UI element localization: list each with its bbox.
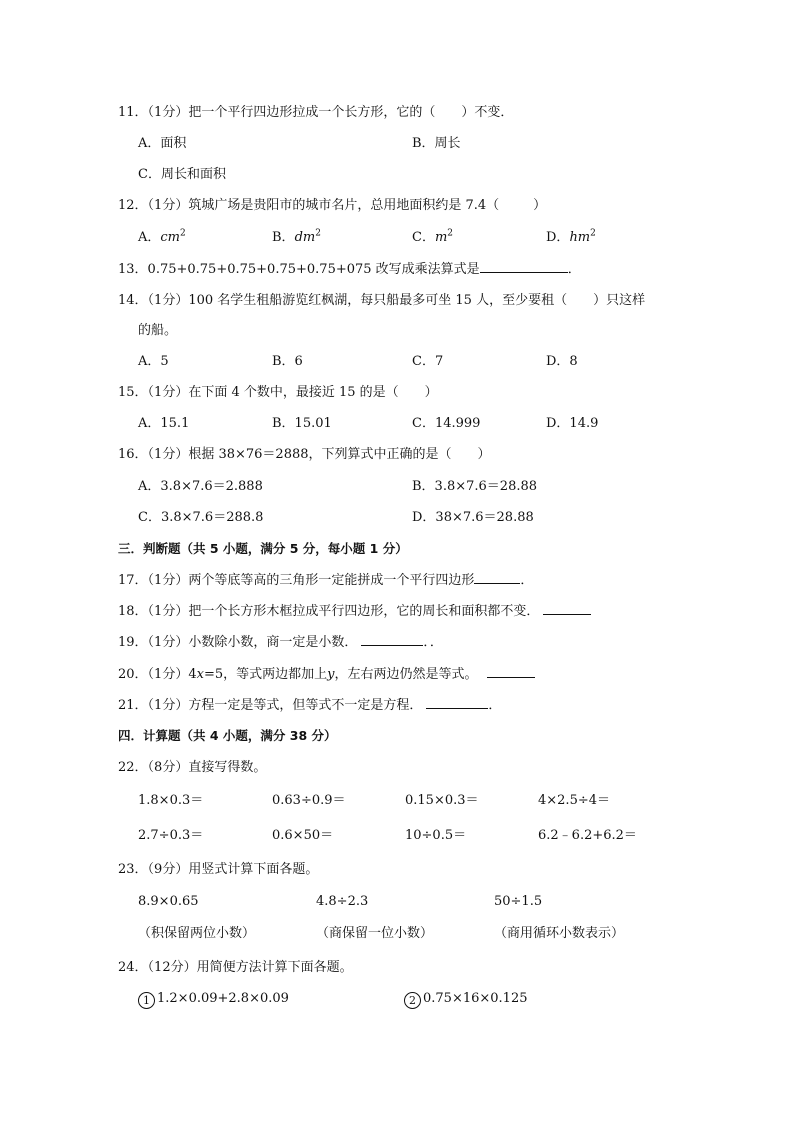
q23-stem: 23．（9分）用竖式计算下面各题。 xyxy=(118,862,319,877)
q12-option-c xyxy=(412,229,453,247)
q14-option-b: B．6 xyxy=(272,354,303,369)
q23-note: （商用循环小数表示） xyxy=(494,926,625,941)
q24-expr: 0.75×16×0.125 xyxy=(423,991,528,1006)
answer-blank[interactable] xyxy=(426,696,488,709)
q17-end: ． xyxy=(520,573,534,588)
q12-option-d xyxy=(546,229,596,247)
answer-blank[interactable] xyxy=(474,571,520,584)
exponent: 2 xyxy=(590,228,596,239)
q20-pre: 20．（1分）4 xyxy=(118,667,197,682)
q21-end: ． xyxy=(488,698,502,713)
q15-option-d: D．14.9 xyxy=(546,416,599,431)
q24-item-2 xyxy=(404,990,528,1009)
q22-item: 4×2.5÷4＝ xyxy=(538,793,611,808)
q18-text: 18．（1分）把一个长方形木框拉成平行四边形，它的周长和面积都不变． xyxy=(118,604,540,619)
exponent: 2 xyxy=(315,228,321,239)
q22-stem: 22．（8分）直接写得数。 xyxy=(118,760,267,775)
q13-end: ． xyxy=(567,262,581,277)
q16-option-c: C．3.8×7.6＝288.8 xyxy=(138,510,264,525)
q22-item: 1.8×0.3＝ xyxy=(138,793,204,808)
unit-m: m xyxy=(434,230,448,245)
q11-option-c: C．周长和面积 xyxy=(138,167,226,182)
q21-stem xyxy=(118,696,501,715)
q23-item: 8.9×0.65 xyxy=(138,894,199,909)
circled-number: 1 xyxy=(138,992,155,1009)
circled-number: 2 xyxy=(404,992,421,1009)
q13-stem xyxy=(118,260,581,279)
q12-stem-close: ） xyxy=(533,198,547,213)
answer-blank[interactable] xyxy=(480,260,568,273)
unit-cm: cm xyxy=(160,230,180,245)
q22-item: 0.63÷0.9＝ xyxy=(272,793,346,808)
exponent: 2 xyxy=(180,228,186,239)
answer-blank[interactable] xyxy=(361,633,423,646)
q22-item: 0.6×50＝ xyxy=(272,828,334,843)
q14-option-d: D．8 xyxy=(546,354,578,369)
q14-stem: 14．（1分）100 名学生租船游览红枫湖，每只船最多可坐 15 人，至少要租（ ）只这样 xyxy=(118,293,646,308)
q23-item: 4.8÷2.3 xyxy=(316,894,369,909)
q15-option-a: A．15.1 xyxy=(138,416,190,431)
q12-option-a xyxy=(138,229,186,247)
q23-item: 50÷1.5 xyxy=(494,894,543,909)
q22-item: 0.15×0.3＝ xyxy=(405,793,479,808)
var-x: x xyxy=(196,667,204,682)
option-label: B． xyxy=(272,230,295,245)
section-4-heading: 四．计算题（共 4 小题，满分 38 分） xyxy=(118,728,337,743)
answer-blank[interactable] xyxy=(543,602,591,615)
q19-text: 19．（1分）小数除小数，商一定是小数． xyxy=(118,635,358,650)
unit-hm: hm xyxy=(569,230,591,245)
q20-mid: =5，等式两边都加上 xyxy=(203,667,328,682)
q24-stem: 24．（12分）用简便方法计算下面各题。 xyxy=(118,960,353,975)
q12-stem-text: 12．（1分）筑城广场是贵阳市的城市名片，总用地面积约是 7.4（ xyxy=(118,198,500,213)
q14-option-c: C．7 xyxy=(412,354,444,369)
q16-option-b: B．3.8×7.6＝28.88 xyxy=(412,479,538,494)
q16-stem: 16．（1分）根据 38×76＝2888，下列算式中正确的是（ ） xyxy=(118,447,491,462)
q11-stem: 11．（1分）把一个平行四边形拉成一个长方形，它的（ ）不变． xyxy=(118,105,514,120)
q17-stem xyxy=(118,571,533,590)
q20-post: ，左右两边仍然是等式。 xyxy=(334,667,478,682)
q22-item: 6.2﹣6.2+6.2＝ xyxy=(538,828,637,843)
answer-blank[interactable] xyxy=(487,665,535,678)
q20-stem xyxy=(118,665,535,684)
q23-note: （商保留一位小数） xyxy=(316,926,434,941)
q24-expr: 1.2×0.09+2.8×0.09 xyxy=(157,991,289,1006)
q15-option-c: C．14.999 xyxy=(412,416,481,431)
q15-option-b: B．15.01 xyxy=(272,416,332,431)
q16-option-a: A．3.8×7.6＝2.888 xyxy=(138,479,263,494)
q14-stem-cont: 的船。 xyxy=(138,323,178,338)
q11-option-b: B．周长 xyxy=(412,136,461,151)
q21-text: 21．（1分）方程一定是等式，但等式不一定是方程． xyxy=(118,698,423,713)
q17-text: 17．（1分）两个等底等高的三角形一定能拼成一个平行四边形 xyxy=(118,573,475,588)
q22-item: 2.7÷0.3＝ xyxy=(138,828,204,843)
q24-item-1 xyxy=(138,990,289,1009)
q15-stem: 15．（1分）在下面 4 个数中，最接近 15 的是（ ） xyxy=(118,385,438,400)
option-label: C． xyxy=(412,230,435,245)
q13-text: 13．0.75+0.75+0.75+0.75+0.75+075 改写成乘法算式是 xyxy=(118,262,480,277)
exponent: 2 xyxy=(447,228,454,239)
q23-note: （积保留两位小数） xyxy=(138,926,256,941)
q11-option-a: A．面积 xyxy=(138,136,187,151)
q18-stem xyxy=(118,602,591,621)
var-y: y xyxy=(327,667,335,682)
q12-option-b xyxy=(272,229,321,247)
q19-end: ．． xyxy=(423,635,443,650)
q12-stem xyxy=(118,197,546,215)
q22-item: 10÷0.5＝ xyxy=(405,828,467,843)
unit-dm: dm xyxy=(294,230,316,245)
section-3-heading: 三．判断题（共 5 小题，满分 5 分，每小题 1 分） xyxy=(118,541,408,556)
q19-stem xyxy=(118,633,443,652)
option-label: D． xyxy=(546,230,570,245)
q16-option-d: D．38×7.6＝28.88 xyxy=(412,510,534,525)
option-label: A． xyxy=(138,230,161,245)
q14-option-a: A．5 xyxy=(138,354,169,369)
